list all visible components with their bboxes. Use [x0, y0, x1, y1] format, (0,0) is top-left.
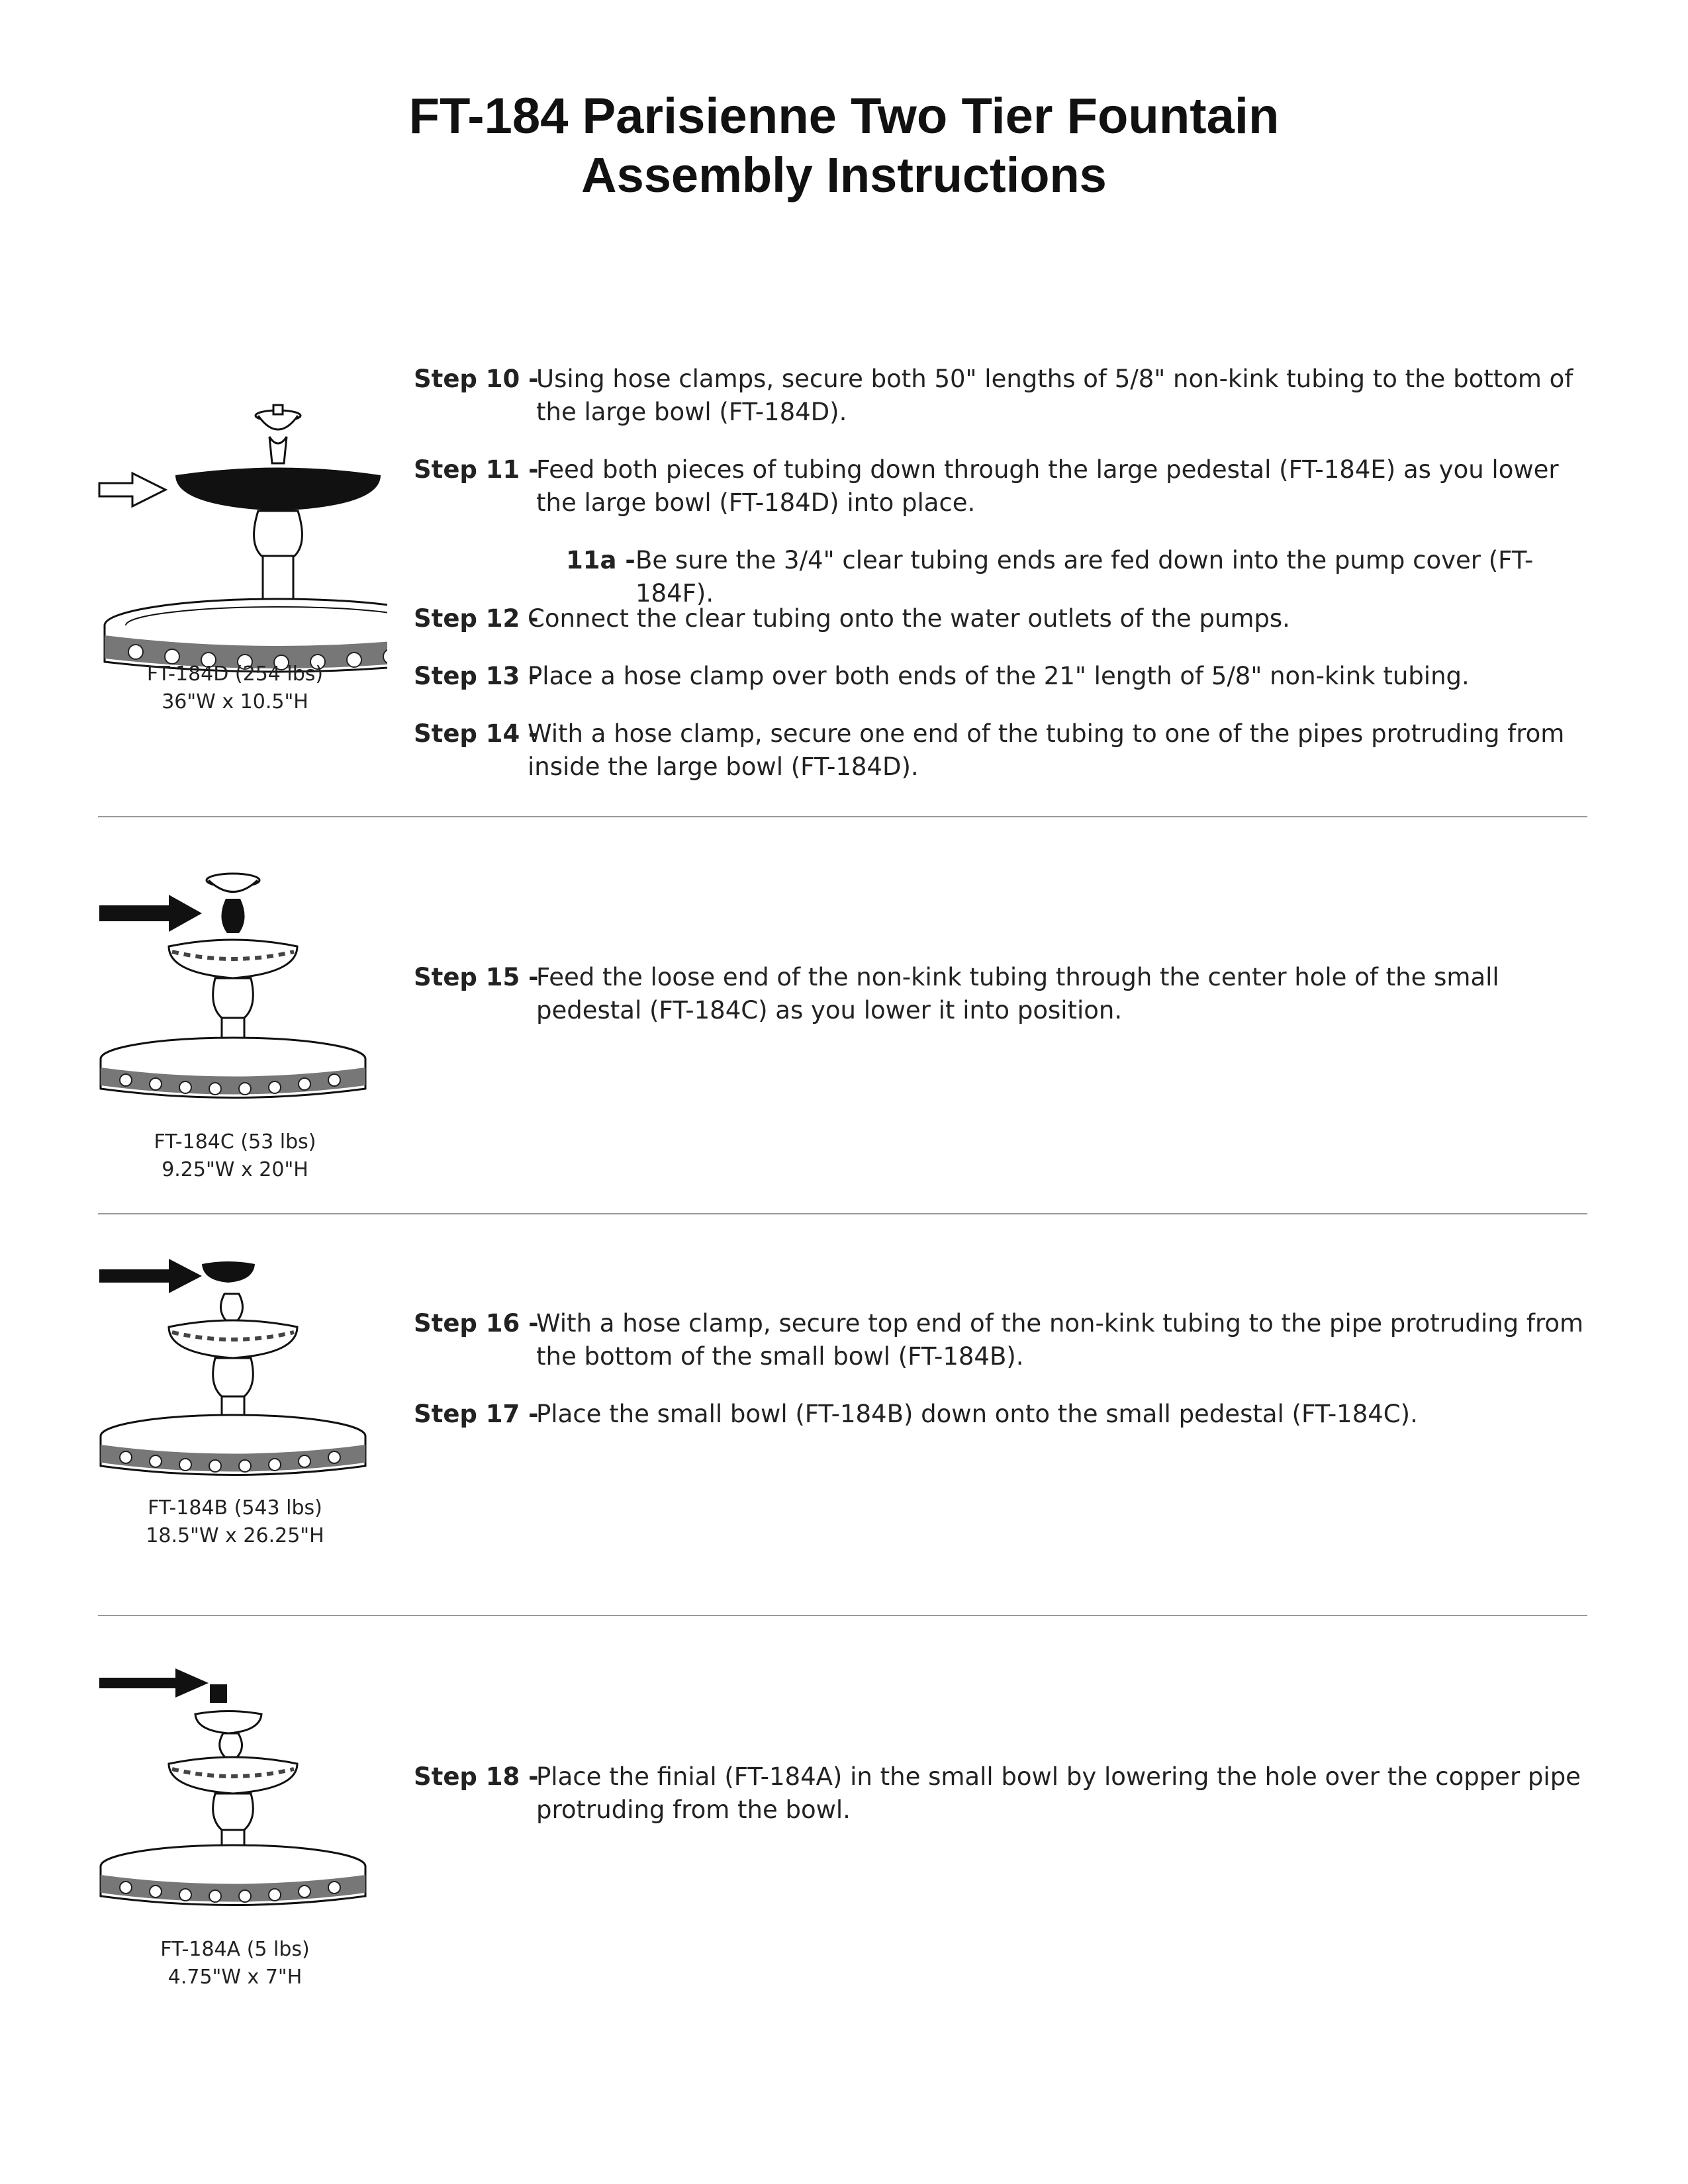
part-dimensions-label: 4.75"W x 7"H	[167, 1966, 303, 1989]
page-title: FT-184 Parisienne Two Tier Fountain	[408, 88, 1280, 144]
step-text: Be sure the 3/4" clear tubing ends are fed down into the pump cover (FT-184F).	[635, 546, 1534, 608]
step-11a	[414, 544, 1605, 610]
step-text: With a hose clamp, secure one end of the tubing to one of the pipes protruding from inside the large bowl (FT-184D).	[528, 719, 1565, 781]
step-12	[414, 602, 1605, 635]
fountain-illustration-small-bowl	[96, 1244, 387, 1482]
step-label: Step 17 -	[414, 1400, 539, 1428]
part-dimensions-label: 36"W x 10.5"H	[162, 690, 308, 713]
step-label: Step 11 -	[414, 455, 539, 484]
fountain-figure-large-bowl	[96, 397, 374, 728]
step-label: Step 15 -	[414, 963, 539, 991]
part-name-label: FT-184B (543 lbs)	[148, 1496, 322, 1520]
step-13	[414, 660, 1605, 693]
step-16	[414, 1307, 1605, 1373]
step-text: With a hose clamp, secure top end of the non-kink tubing to the pipe protruding from the bottom of the small bowl (FT-184B).	[536, 1309, 1584, 1371]
section-divider	[98, 816, 1587, 817]
step-18	[414, 1760, 1605, 1827]
step-label: Step 12 -	[414, 604, 539, 633]
section-divider	[98, 1213, 1587, 1214]
fountain-illustration-finial	[96, 1664, 387, 1916]
part-name-label: FT-184C (53 lbs)	[154, 1130, 316, 1154]
section-divider	[98, 1615, 1587, 1616]
step-11	[414, 453, 1605, 520]
fountain-figure-small-pedestal	[96, 867, 374, 1181]
fountain-figure-finial	[96, 1664, 374, 1989]
step-label: Step 10 -	[414, 365, 539, 393]
step-label: Step 18 -	[414, 1762, 539, 1791]
part-dimensions-label: 18.5"W x 26.25"H	[146, 1524, 324, 1547]
step-10	[414, 363, 1605, 429]
step-15	[414, 961, 1605, 1027]
fountain-figure-small-bowl	[96, 1244, 374, 1549]
part-name-label: FT-184A (5 lbs)	[160, 1938, 310, 1961]
part-dimensions-label: 9.25"W x 20"H	[162, 1158, 308, 1181]
step-label: Step 14 -	[414, 719, 539, 748]
step-label: 11a -	[566, 546, 635, 574]
step-text: Connect the clear tubing onto the water outlets of the pumps.	[528, 604, 1290, 633]
step-label: Step 16 -	[414, 1309, 539, 1338]
step-text: Using hose clamps, secure both 50" lengths of 5/8" non-kink tubing to the bottom of the large bowl (FT-184D).	[536, 365, 1573, 426]
page-subtitle: Assembly Instructions	[581, 148, 1107, 203]
step-text: Feed both pieces of tubing down through the large pedestal (FT-184E) as you lower the large bowl (FT-184D) into place.	[536, 455, 1559, 517]
fountain-illustration-small-pedestal	[96, 867, 387, 1105]
step-14	[414, 717, 1605, 784]
part-name-label: FT-184D (254 lbs)	[146, 662, 324, 686]
step-text: Place the small bowl (FT-184B) down onto the small pedestal (FT-184C).	[536, 1400, 1418, 1428]
step-text: Feed the loose end of the non-kink tubing through the center hole of the small pedestal (FT-184C) as you lower it into position.	[536, 963, 1499, 1024]
step-17	[414, 1398, 1605, 1431]
fountain-illustration-large-bowl	[96, 397, 387, 675]
step-label: Step 13 -	[414, 662, 539, 690]
step-text: Place a hose clamp over both ends of the 21" length of 5/8" non-kink tubing.	[528, 662, 1470, 690]
step-text: Place the finial (FT-184A) in the small bowl by lowering the hole over the copper pipe protruding from the bowl.	[536, 1762, 1581, 1824]
